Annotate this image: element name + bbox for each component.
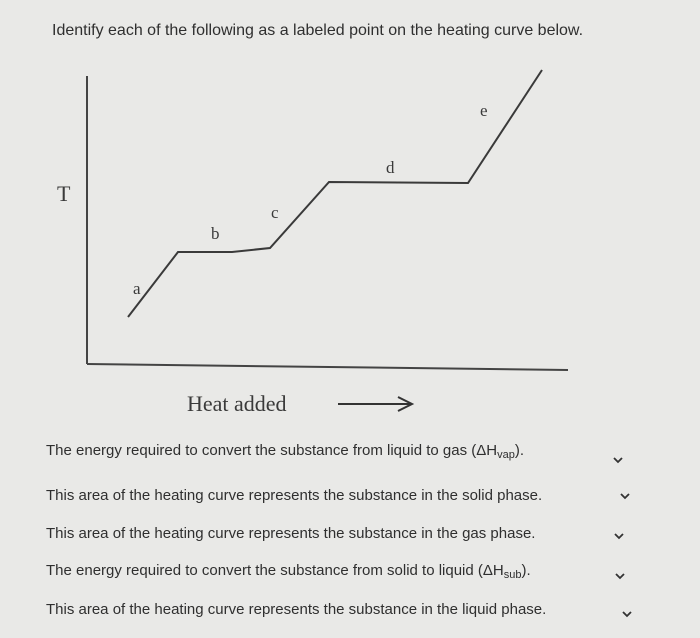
point-label-e: e	[480, 101, 488, 120]
x-axis	[87, 364, 568, 370]
chevron-down-icon[interactable]	[621, 608, 633, 620]
question-row-4: The energy required to convert the substance from solid to liquid $(\Delta H_{sub})$.	[46, 562, 531, 581]
y-axis-label: T	[57, 181, 71, 206]
question-row-1: The energy required to convert the substance from liquid to gas $(\Delta H_{vap})$.	[46, 442, 525, 461]
question-row-5: This area of the heating curve represents the substance in the liquid phase.	[46, 601, 547, 618]
point-label-a: a	[133, 279, 141, 298]
chevron-down-icon[interactable]	[619, 490, 631, 502]
question-row-2: This area of the heating curve represents the substance in the solid phase.	[46, 487, 543, 504]
chevron-down-icon[interactable]	[613, 530, 625, 542]
point-label-c: c	[271, 203, 279, 222]
question-prompt: Identify each of the following as a labeled point on the heating curve below.	[52, 22, 584, 39]
chevron-down-icon[interactable]	[614, 570, 626, 582]
x-axis-label: Heat added	[187, 391, 287, 416]
chevron-down-icon[interactable]	[612, 454, 624, 466]
question-row-3: This area of the heating curve represents the substance in the gas phase.	[46, 525, 536, 542]
point-label-d: d	[386, 158, 395, 177]
point-label-b: b	[211, 224, 220, 243]
arrow-right-icon	[338, 397, 412, 411]
